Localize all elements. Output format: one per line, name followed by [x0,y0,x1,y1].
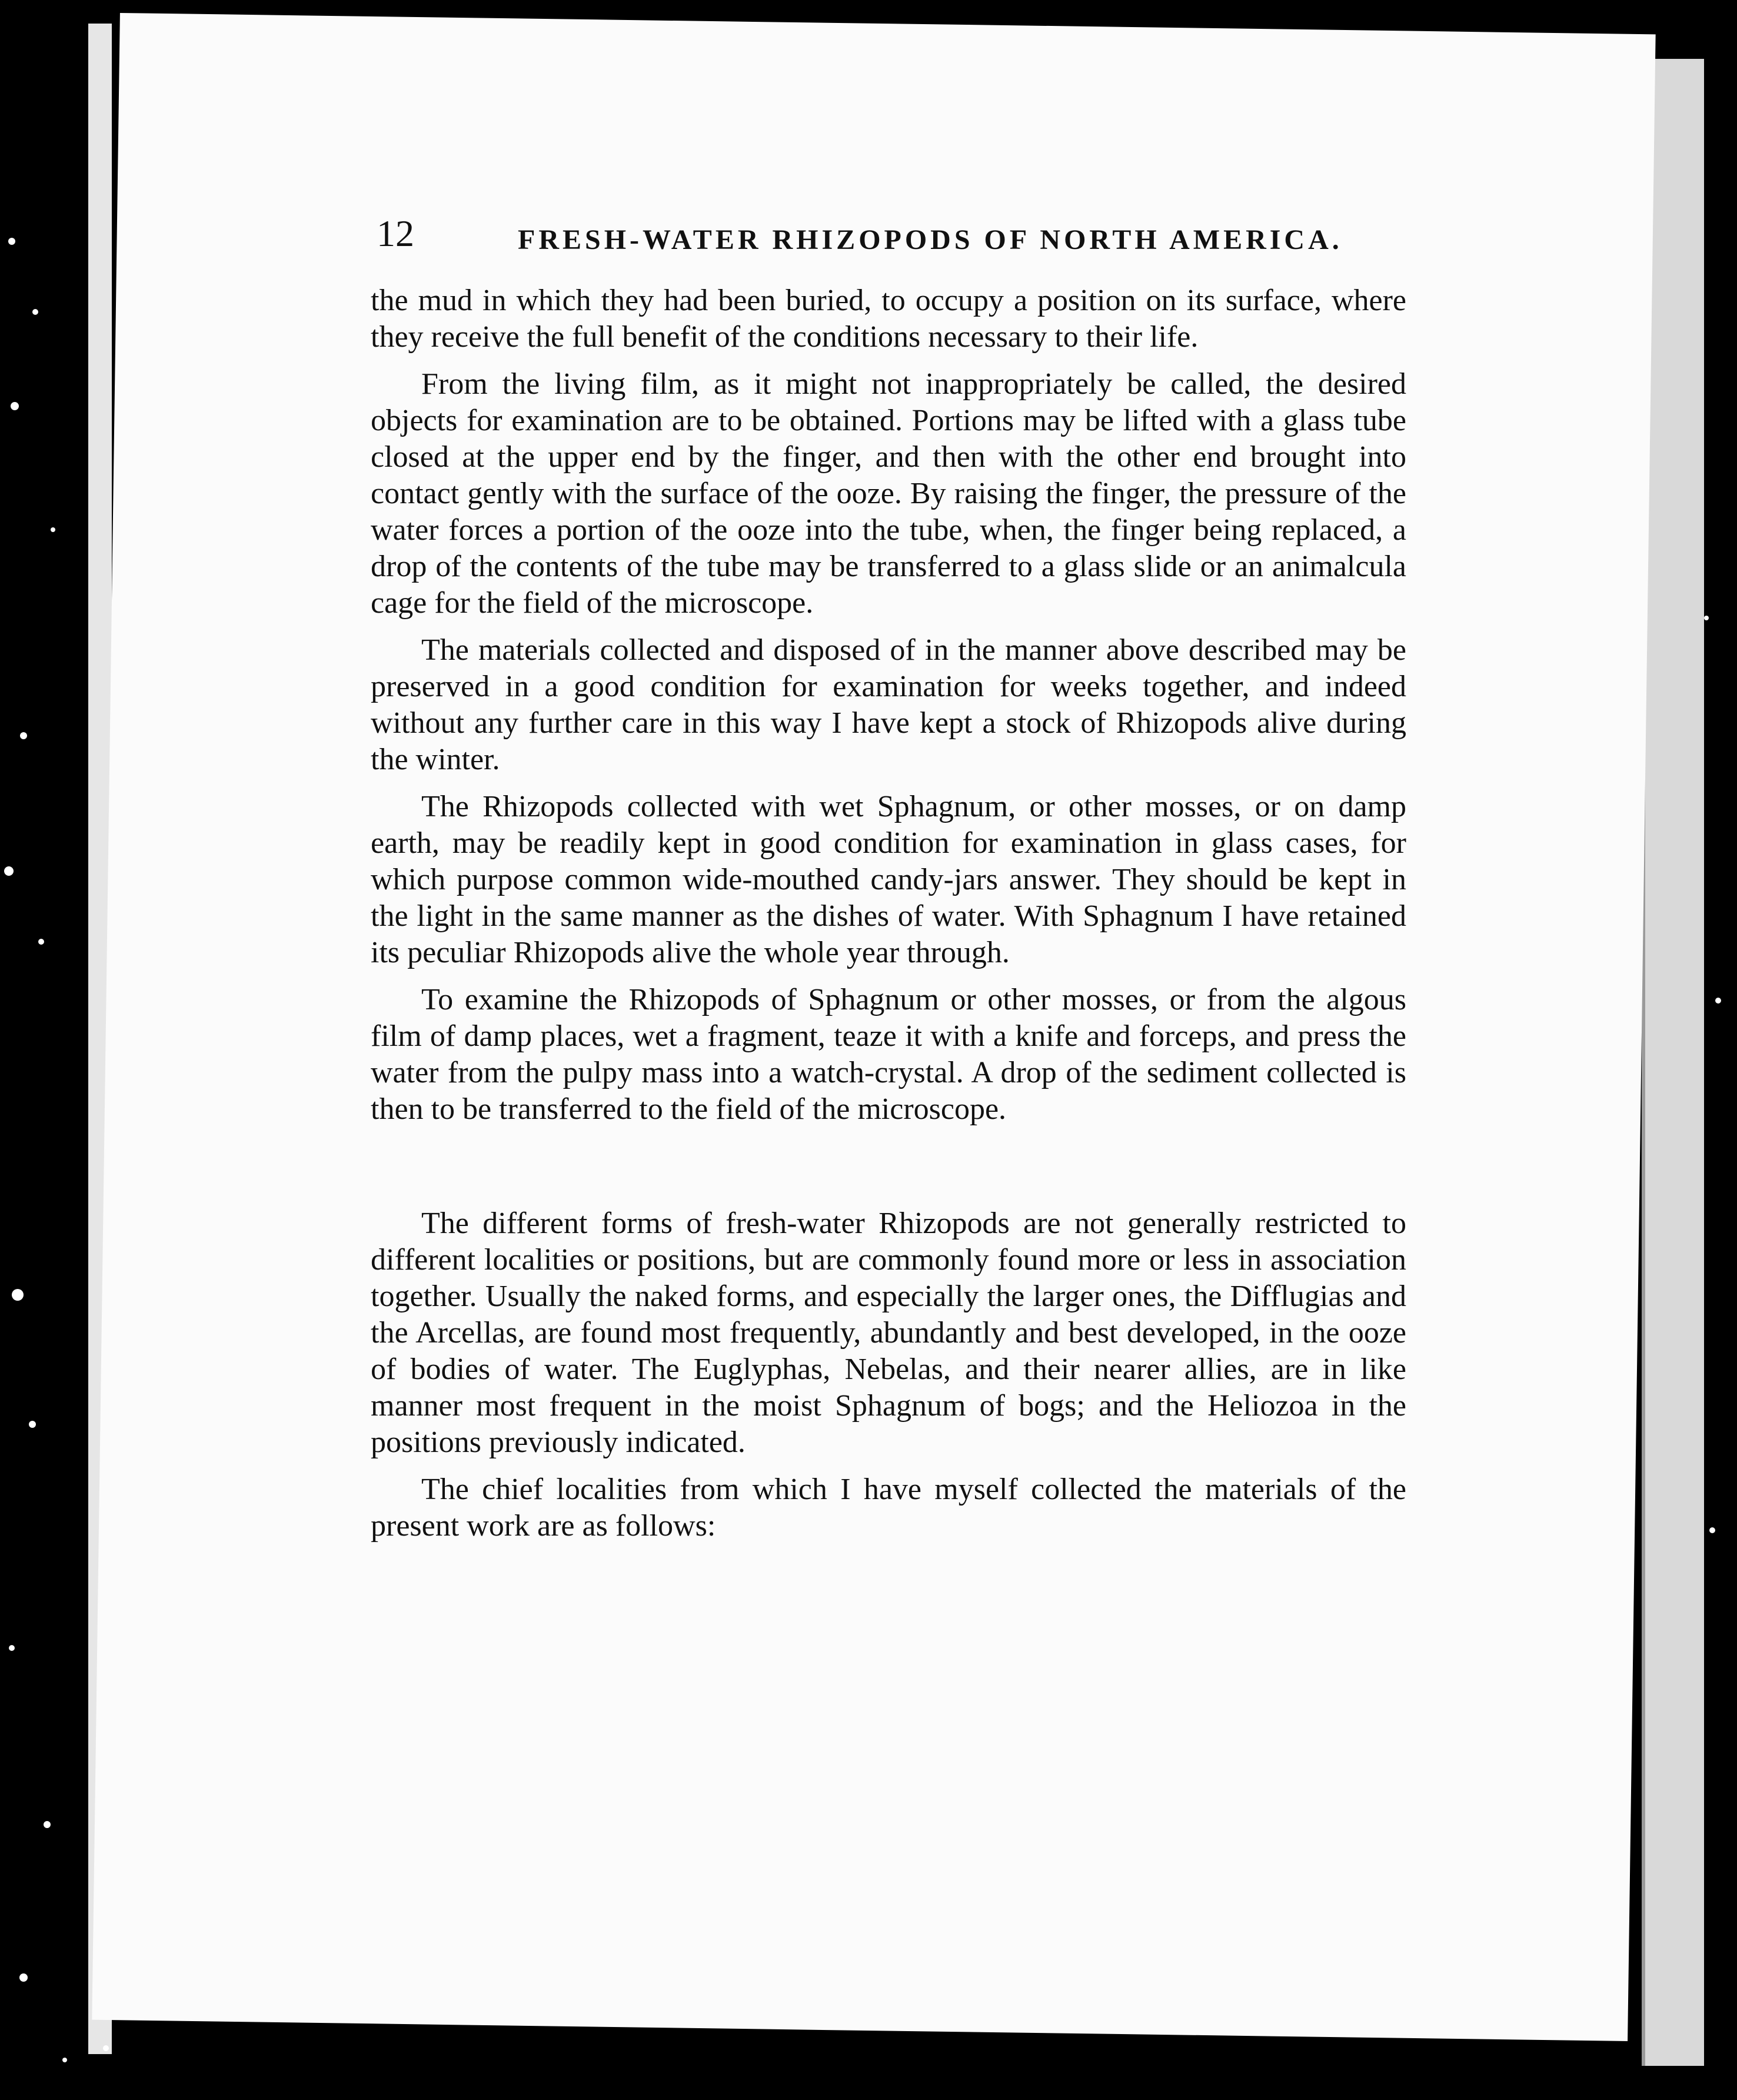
paragraph-5: To examine the Rhizopods of Sphagnum or other mosses, or from the algous film of damp places, wet a fragment, teaze it with a knife and forceps, and press the water from the pulpy mass into a watch-crystal. A drop of the sediment collected is then to be transferred to the field of the microscope. [371,983,1406,1126]
paragraph-7: The chief localities from which I have myself collected the materials of the present work are as follows: [371,1473,1406,1543]
paragraph-6: The different forms of fresh-water Rhizopods are not generally restricted to different localities or positions, but are commonly found more or less in association together. Usually the naked forms, and especially the larger ones, the Difflugias and the Arcellas, are found most frequently, abundantly and best developed, in the ooze of bodies of water. The Euglyphas, Nebelas, and their nearer allies, are in like manner most frequent in the moist Sphagnum of bogs; and the Heliozoa in the positions previously indicated. [371,1207,1406,1459]
running-head: FRESH-WATER RHIZOPODS OF NORTH AMERICA. [518,224,1343,255]
paragraph-2: From the living film, as it might not inappropriately be called, the desired objects for examination are to be obtained. Portions may be lifted with a glass tube closed at the upper end by the finger, and then with the other end brought into contact gently with the surface of the ooze. By raising the finger, the pressure of the water forces a portion of the ooze into the tube, when, the finger being replaced, a drop of the contents of the tube may be transferred to a glass slide or an animalcula cage for the field of the microscope. [371,367,1406,620]
paragraph-3: The materials collected and disposed of in the manner above described may be preserved in a good condition for examination for weeks together, and indeed without any further care in this way I have kept a stock of Rhizopods alive during the winter. [371,633,1406,776]
paragraph-4: The Rhizopods collected with wet Sphagnum, or other mosses, or on damp earth, may be readily kept in good condition for examination in glass cases, for which purpose common wide-mouthed candy-jars answer. They should be kept in the light in the same manner as the dishes of water. With Sphagnum I have retained its peculiar Rhizopods alive the whole year through. [371,790,1406,969]
page-number: 12 [377,212,414,254]
paragraph-1: the mud in which they had been buried, to occupy a position on its surface, where they receive the full benefit of the conditions necessary to their life. [371,284,1406,354]
